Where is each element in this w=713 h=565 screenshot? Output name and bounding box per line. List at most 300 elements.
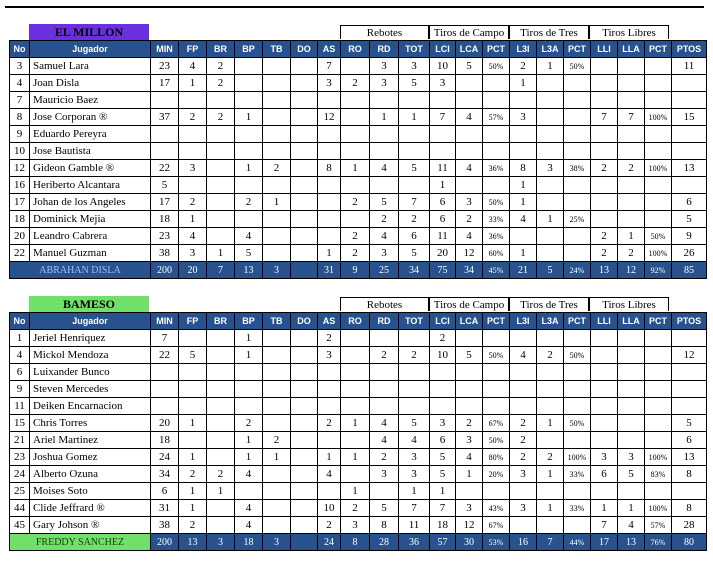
player-row [10, 415, 707, 432]
stat-cell: 1 [10, 330, 30, 347]
stat-cell [179, 364, 207, 381]
player-row [10, 381, 707, 398]
stat-cell: 43% [483, 500, 510, 517]
stat-cell: 13 [672, 160, 707, 177]
stat-cell [645, 143, 672, 160]
stat-cell [341, 92, 370, 109]
stat-cell: 12 [318, 109, 341, 126]
stat-cell [399, 126, 430, 143]
player-name-cell: Leandro Cabrera [30, 228, 151, 245]
stat-cell [456, 483, 483, 500]
stat-cell [370, 381, 399, 398]
stat-cell [370, 126, 399, 143]
stat-cell [341, 211, 370, 228]
stat-cell [510, 228, 537, 245]
stat-cell: 7 [151, 330, 179, 347]
stat-cell [618, 483, 645, 500]
stat-cell: 50% [483, 58, 510, 75]
stat-cell [618, 381, 645, 398]
stat-cell: 1 [456, 466, 483, 483]
player-name-cell: Gideon Gamble ® [30, 160, 151, 177]
stat-cell: 7 [318, 58, 341, 75]
stat-cell [291, 449, 318, 466]
col-do-header: DO [291, 313, 318, 330]
col-pct-campo-header: PCT [483, 41, 510, 58]
stat-cell [430, 381, 456, 398]
total-cell: 92% [645, 262, 672, 279]
stat-cell: 12 [456, 517, 483, 534]
stat-cell: 1 [179, 211, 207, 228]
stat-cell [537, 381, 564, 398]
stats-table [9, 312, 707, 551]
stat-cell: 1 [318, 449, 341, 466]
stat-cell: 100% [645, 160, 672, 177]
stat-cell: 4 [618, 517, 645, 534]
stat-cell [179, 92, 207, 109]
stat-cell: 5 [618, 466, 645, 483]
stat-cell: 3 [510, 500, 537, 517]
stat-cell [151, 364, 179, 381]
stat-cell [483, 143, 510, 160]
stat-cell: 4 [456, 449, 483, 466]
total-cell: 75 [430, 262, 456, 279]
player-row [10, 143, 707, 160]
stat-cell [341, 109, 370, 126]
player-row [10, 160, 707, 177]
stat-cell [537, 432, 564, 449]
stat-cell [179, 398, 207, 415]
player-name-cell: Eduardo Pereyra [30, 126, 151, 143]
stat-cell [510, 364, 537, 381]
group-tiros-tres: Tiros de Tres [509, 297, 589, 311]
stat-cell: 9 [10, 381, 30, 398]
col-lli-header: LLI [591, 41, 618, 58]
stat-cell: 16 [10, 177, 30, 194]
stat-cell [291, 432, 318, 449]
stat-cell: 1 [510, 177, 537, 194]
stat-cell [672, 364, 707, 381]
stat-cell: 8 [318, 160, 341, 177]
stat-cell [370, 398, 399, 415]
stat-cell: 1 [537, 415, 564, 432]
col-ro-header: RO [341, 41, 370, 58]
stat-cell [591, 126, 618, 143]
stat-cell [263, 75, 291, 92]
stat-cell: 38 [151, 517, 179, 534]
stat-cell: 2 [456, 415, 483, 432]
stat-cell [207, 160, 235, 177]
stat-cell [564, 517, 591, 534]
total-cell: 200 [151, 262, 179, 279]
total-cell: 8 [341, 534, 370, 551]
player-row [10, 92, 707, 109]
stat-cell [318, 177, 341, 194]
total-cell: 76% [645, 534, 672, 551]
stat-cell [618, 347, 645, 364]
stat-cell: 6 [151, 483, 179, 500]
stat-cell [645, 194, 672, 211]
stat-cell: 12 [456, 245, 483, 262]
stat-cell [537, 194, 564, 211]
player-row [10, 449, 707, 466]
stat-cell: 2 [207, 109, 235, 126]
stat-cell [456, 92, 483, 109]
stat-cell: 1 [537, 58, 564, 75]
stat-cell: 1 [537, 466, 564, 483]
stat-cell [263, 245, 291, 262]
stat-cell [645, 92, 672, 109]
team-name-label: BAMESO [29, 296, 149, 312]
stat-cell [591, 381, 618, 398]
stat-cell [564, 398, 591, 415]
stat-cell: 4 [235, 466, 263, 483]
stat-cell [456, 398, 483, 415]
player-name-cell: Mauricio Baez [30, 92, 151, 109]
col-pct-libres-header: PCT [645, 313, 672, 330]
stat-cell [151, 92, 179, 109]
stat-cell [430, 92, 456, 109]
stat-cell [263, 398, 291, 415]
stat-cell: 17 [151, 75, 179, 92]
team-title-bar [9, 22, 704, 40]
col-pct-tres-header: PCT [564, 313, 591, 330]
stat-cell [645, 211, 672, 228]
stat-cell: 6 [430, 432, 456, 449]
stat-cell [618, 194, 645, 211]
header-row [10, 313, 707, 330]
player-name-cell: Samuel Lara [30, 58, 151, 75]
col-pct-campo-header: PCT [483, 313, 510, 330]
stat-cell: 3 [430, 415, 456, 432]
stat-cell [341, 432, 370, 449]
stat-cell: 2 [591, 245, 618, 262]
stat-cell: 50% [564, 347, 591, 364]
stat-cell: 11 [672, 58, 707, 75]
stat-cell: 6 [672, 194, 707, 211]
stat-cell [483, 483, 510, 500]
stat-cell [564, 177, 591, 194]
stat-cell: 31 [151, 500, 179, 517]
stat-cell: 3 [537, 160, 564, 177]
stat-cell: 2 [510, 58, 537, 75]
col-fp-header: FP [179, 313, 207, 330]
col-as-header: AS [318, 41, 341, 58]
stat-cell: 2 [235, 415, 263, 432]
stat-cell: 3 [341, 517, 370, 534]
stat-cell [235, 211, 263, 228]
stat-cell [537, 330, 564, 347]
stat-cell: 3 [399, 58, 430, 75]
col-tot-header: TOT [399, 41, 430, 58]
stat-cell [263, 58, 291, 75]
stat-cell [591, 211, 618, 228]
stat-cell [235, 483, 263, 500]
stat-cell [430, 126, 456, 143]
stat-cell: 15 [672, 109, 707, 126]
stat-cell [591, 194, 618, 211]
stat-cell [672, 483, 707, 500]
stat-cell [207, 194, 235, 211]
stat-cell [179, 381, 207, 398]
stat-cell: 2 [510, 432, 537, 449]
stat-cell: 1 [618, 228, 645, 245]
stat-cell: 2 [370, 211, 399, 228]
stat-cell: 24 [10, 466, 30, 483]
stat-cell [207, 126, 235, 143]
stat-cell [645, 58, 672, 75]
stat-cell [672, 177, 707, 194]
stat-cell: 3 [456, 432, 483, 449]
stat-cell [645, 381, 672, 398]
stat-cell [537, 483, 564, 500]
stat-cell: 11 [430, 228, 456, 245]
stat-cell [291, 92, 318, 109]
stat-cell [645, 347, 672, 364]
stat-cell: 2 [510, 449, 537, 466]
stat-cell [235, 177, 263, 194]
stat-cell: 5 [399, 245, 430, 262]
stat-cell [537, 228, 564, 245]
stat-cell [456, 126, 483, 143]
stat-cell [291, 347, 318, 364]
stat-cell [207, 347, 235, 364]
stat-cell: 1 [341, 415, 370, 432]
stat-cell [672, 381, 707, 398]
stat-cell: 11 [10, 398, 30, 415]
stat-cell: 4 [235, 228, 263, 245]
stat-cell: 22 [10, 245, 30, 262]
stat-cell: 3 [370, 466, 399, 483]
stat-cell [456, 364, 483, 381]
stat-cell: 28 [672, 517, 707, 534]
stat-cell: 8 [672, 500, 707, 517]
stat-cell: 3 [399, 466, 430, 483]
stat-cell [672, 92, 707, 109]
stat-cell: 2 [341, 228, 370, 245]
stat-cell [618, 143, 645, 160]
stat-cell [318, 92, 341, 109]
player-name-cell: Luixander Bunco [30, 364, 151, 381]
stat-cell: 4 [10, 75, 30, 92]
stat-cell [483, 381, 510, 398]
stat-cell: 15 [10, 415, 30, 432]
stat-cell: 5 [399, 75, 430, 92]
team-title-bar [9, 294, 704, 312]
stat-cell: 1 [179, 483, 207, 500]
stat-cell [564, 228, 591, 245]
col-l3i-header: L3I [510, 313, 537, 330]
stat-cell [645, 177, 672, 194]
stat-cell [510, 126, 537, 143]
total-cell: 24 [318, 534, 341, 551]
total-cell: 13 [618, 534, 645, 551]
stat-cell [318, 398, 341, 415]
stat-cell [370, 143, 399, 160]
stat-cell [151, 143, 179, 160]
stat-cell [207, 92, 235, 109]
stat-cell [564, 92, 591, 109]
stat-cell: 57% [483, 109, 510, 126]
player-name-cell: Jose Bautista [30, 143, 151, 160]
stat-cell: 3 [10, 58, 30, 75]
stat-cell [341, 381, 370, 398]
stat-cell: 5 [456, 58, 483, 75]
stat-cell [370, 364, 399, 381]
stat-cell [537, 92, 564, 109]
stat-cell [645, 330, 672, 347]
stat-cell: 8 [370, 517, 399, 534]
stat-cell: 50% [483, 432, 510, 449]
group-tiros-campo: Tiros de Campo [429, 297, 509, 311]
stat-cell: 23 [10, 449, 30, 466]
stat-cell [399, 143, 430, 160]
stat-cell: 5 [399, 160, 430, 177]
stat-cell [399, 92, 430, 109]
stat-cell: 83% [645, 466, 672, 483]
stat-cell: 1 [235, 449, 263, 466]
stat-cell: 12 [10, 160, 30, 177]
stat-cell: 5 [235, 245, 263, 262]
stat-cell: 23 [151, 58, 179, 75]
stat-cell [537, 398, 564, 415]
stat-cell [151, 126, 179, 143]
stat-cell [399, 381, 430, 398]
player-row [10, 466, 707, 483]
stat-cell: 1 [341, 483, 370, 500]
total-cell: 7 [537, 534, 564, 551]
stat-cell: 36% [483, 160, 510, 177]
stat-cell [291, 228, 318, 245]
total-cell: 13 [591, 262, 618, 279]
total-cell: 31 [318, 262, 341, 279]
stat-cell [645, 364, 672, 381]
stat-cell: 1 [370, 109, 399, 126]
stat-cell: 2 [370, 347, 399, 364]
stat-cell: 1 [399, 483, 430, 500]
stat-cell: 17 [10, 194, 30, 211]
col-lla-header: LLA [618, 313, 645, 330]
stat-cell: 3 [318, 347, 341, 364]
stat-cell [591, 75, 618, 92]
stat-cell: 33% [564, 466, 591, 483]
stat-cell [207, 381, 235, 398]
stat-cell: 2 [179, 466, 207, 483]
stat-cell [207, 432, 235, 449]
player-row [10, 177, 707, 194]
stat-cell [483, 364, 510, 381]
stat-cell: 2 [537, 347, 564, 364]
stat-cell [318, 228, 341, 245]
stat-cell [399, 330, 430, 347]
stat-cell [483, 398, 510, 415]
stat-cell: 4 [510, 211, 537, 228]
stat-cell [318, 126, 341, 143]
stat-cell: 100% [645, 245, 672, 262]
stat-cell: 3 [618, 449, 645, 466]
player-row [10, 364, 707, 381]
stat-cell: 2 [263, 432, 291, 449]
team-block-millon [9, 22, 704, 279]
stat-cell: 4 [370, 160, 399, 177]
total-cell: 5 [537, 262, 564, 279]
stat-cell [179, 432, 207, 449]
stat-cell [537, 364, 564, 381]
stat-cell: 2 [618, 160, 645, 177]
stat-cell [341, 364, 370, 381]
stat-cell [537, 143, 564, 160]
col-br-header: BR [207, 41, 235, 58]
stat-cell: 21 [10, 432, 30, 449]
stat-cell [564, 75, 591, 92]
stat-cell: 10 [318, 500, 341, 517]
stat-cell [318, 364, 341, 381]
stat-cell: 6 [399, 228, 430, 245]
total-cell: 16 [510, 534, 537, 551]
col-bp-header: BP [235, 41, 263, 58]
player-name-cell: Mickol Mendoza [30, 347, 151, 364]
stat-cell: 1 [235, 160, 263, 177]
player-row [10, 483, 707, 500]
stat-cell [510, 483, 537, 500]
stat-cell: 20 [10, 228, 30, 245]
stat-cell [537, 109, 564, 126]
stat-cell [618, 415, 645, 432]
stat-cell: 3 [591, 449, 618, 466]
stat-cell: 4 [179, 58, 207, 75]
stat-cell [263, 143, 291, 160]
col-l3a-header: L3A [537, 41, 564, 58]
player-row [10, 398, 707, 415]
col-jugador-header: Jugador [30, 313, 151, 330]
stat-cell: 100% [645, 109, 672, 126]
stat-cell: 7 [591, 109, 618, 126]
stat-cell: 2 [591, 160, 618, 177]
total-cell: 18 [235, 534, 263, 551]
stat-cell: 10 [10, 143, 30, 160]
player-name-cell: Heriberto Alcantara [30, 177, 151, 194]
col-lla-header: LLA [618, 41, 645, 58]
total-cell: 34 [399, 262, 430, 279]
stat-cell: 8 [510, 160, 537, 177]
total-cell: 3 [263, 534, 291, 551]
total-cell: 7 [207, 262, 235, 279]
header-row [10, 41, 707, 58]
stat-cell [291, 109, 318, 126]
stat-cell [510, 92, 537, 109]
stat-cell [672, 75, 707, 92]
stat-cell: 2 [207, 75, 235, 92]
stat-cell [370, 92, 399, 109]
total-cell: 45% [483, 262, 510, 279]
stat-cell [207, 330, 235, 347]
stat-cell [318, 143, 341, 160]
player-name-cell: Gary Johson ® [30, 517, 151, 534]
stat-cell: 7 [10, 92, 30, 109]
stat-cell: 7 [430, 500, 456, 517]
stat-cell: 44 [10, 500, 30, 517]
stat-cell [564, 364, 591, 381]
col-ptos-header: PTOS [672, 313, 707, 330]
stat-cell [207, 364, 235, 381]
stat-cell: 1 [341, 449, 370, 466]
player-name-cell: Chris Torres [30, 415, 151, 432]
stat-cell [207, 228, 235, 245]
stat-cell: 2 [318, 415, 341, 432]
stat-cell: 4 [510, 347, 537, 364]
stat-cell: 3 [179, 245, 207, 262]
stat-cell: 24 [151, 449, 179, 466]
stat-cell [456, 177, 483, 194]
